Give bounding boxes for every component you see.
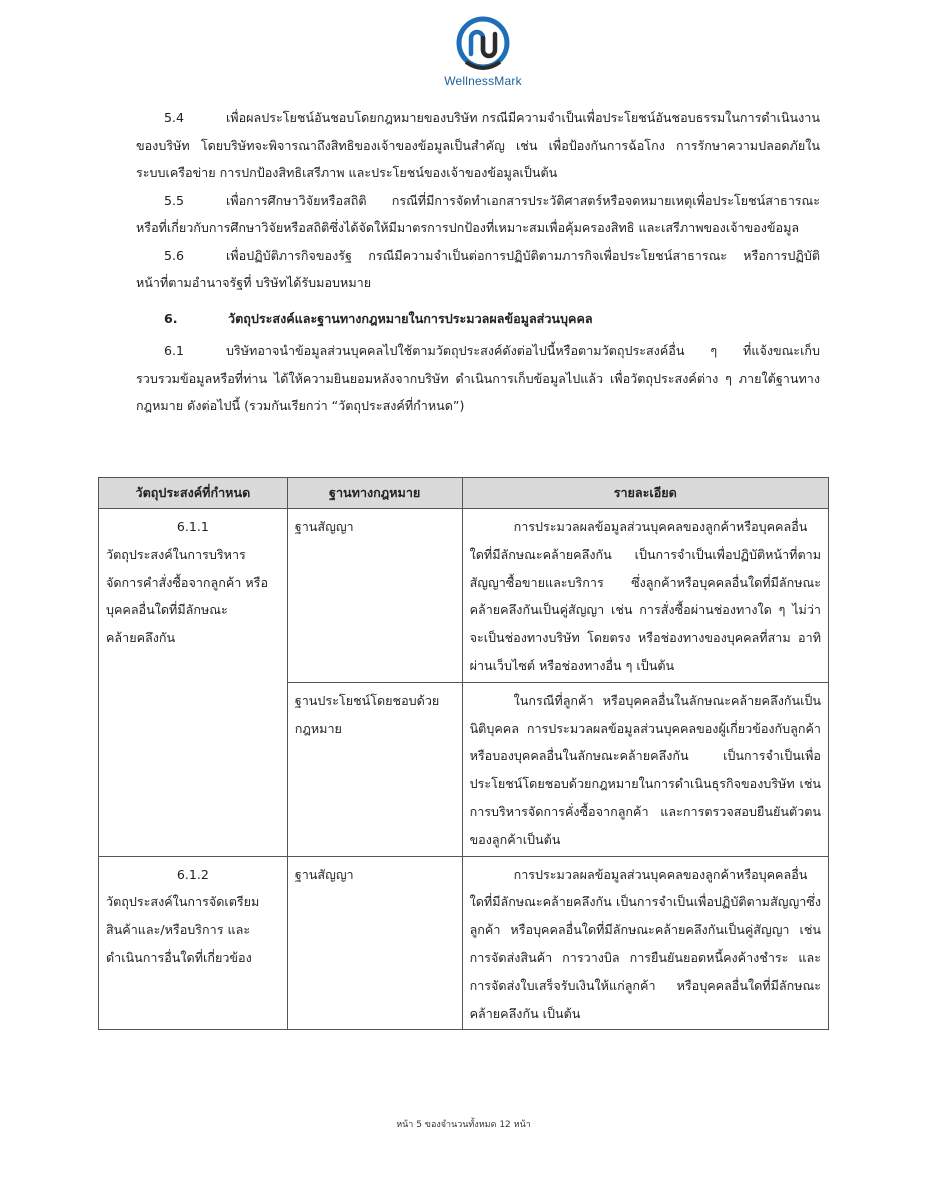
- purpose-cell: [99, 509, 288, 857]
- detail-cell: ในกรณีที่ลูกค้า หรือบุคคลอื่นในลักษณะคล้ายคลึงกันเป็นนิติบุคคล การประมวลผลข้อมูลส่วนบุคคลของผู้เกี่ยวข้องกับลูกค้าหรือบองบุคคลอื่นในลักษณะคล้ายคลึงกัน เป็นการจำเป็นเพื่อประโยชน์โดยชอบด้วยกฎหมายในการดำเนินธุรกิจของบริษัท เช่น การบริหารจัดการคั่งซื้อจากลูกค้า และการตรวจสอบยืนยันตัวตนของลูกค้าเป็นต้น: [462, 682, 828, 856]
- logo-text: WellnessMark: [444, 74, 522, 88]
- purpose-number: 6.1.2: [176, 866, 209, 882]
- paragraph-5-5: [136, 187, 820, 242]
- legal-basis-cell: ฐานสัญญา: [287, 509, 462, 683]
- paragraph-5-4: [136, 104, 820, 187]
- purpose-legal-basis-table: [98, 477, 829, 1030]
- purpose-text: วัตถุประสงค์ในการบริหารจัดการคำสั่งซื้อจากลูกค้า หรือบุคคลอื่นใดที่มีลักษณะคล้ายคลึงกัน: [106, 546, 269, 646]
- purpose-number: 6.1.1: [176, 519, 209, 534]
- detail-cell: การประมวลผลข้อมูลส่วนบุคคลของลูกค้าหรือบุคคลอื่นใดที่มีลักษณะคล้ายคลึงกัน เป็นการจำเป็นเพื่อปฏิบัติตามสัญญาซึ่งลูกค้า หรือบุคคลอื่นใดที่มีลักษณะคล้ายคลึงกันเป็นคู่สัญญา เช่น การจัดส่งสินค้า การวางบิล การยืนยันยอดหนี้คงค้างชำระ และการจัดส่งใบเสร็จรับเงินให้แก่ลูกค้า หรือบุคคลอื่นใดที่มีลักษณะคล้ายคลึงกัน เป็นต้น: [462, 856, 828, 1030]
- paragraph-6-1: [136, 337, 820, 420]
- paragraph-text: บริษัทอาจนำข้อมูลส่วนบุคคลไปใช้ตามวัตถุประสงค์ดังต่อไปนี้หรือตามวัตถุประสงค์อื่น ๆ ที่แจ้งขณะเก็บรวบรวมข้อมูลหรือที่ท่าน ได้ให้ความยินยอมหลังจากบริษัท ดำเนินการเก็บข้อมูลไปแล้ว เพื่อวัตถุประสงค์ต่าง ๆ ภายใต้ฐานทางกฎหมาย ดังต่อไปนี้ (รวมกันเรียกว่า “วัตถุประสงค์ที่กำหนด”): [136, 343, 820, 413]
- table-row: [99, 509, 829, 683]
- wellnessmark-logo-icon: [456, 16, 510, 72]
- paragraph-number: 5.6: [164, 247, 185, 263]
- paragraph-number: 5.5: [164, 192, 185, 208]
- purpose-text: วัตถุประสงค์ในการจัดเตรียมสินค้าและ/หรือบริการ และดำเนินการอื่นใดที่เกี่ยวข้อง: [106, 894, 260, 965]
- table-header-row: [99, 478, 829, 509]
- section-title: วัตถุประสงค์และฐานทางกฎหมายในการประมวลผลข้อมูลส่วนบุคคล: [228, 310, 593, 326]
- company-logo: [433, 16, 533, 98]
- column-header-purpose: วัตถุประสงค์ที่กำหนด: [99, 478, 288, 509]
- purpose-cell: [99, 856, 288, 1030]
- paragraph-5-6: [136, 242, 820, 297]
- paragraph-text: เพื่อผลประโยชน์อันชอบโดยกฎหมายของบริษัท กรณีมีความจำเป็นเพื่อประโยชน์อันชอบธรรมในการดำเนินงานของบริษัท โดยบริษัทจะพิจารณาถึงสิทธิของเจ้าของข้อมูลเป็นสำคัญ เช่น เพื่อป้องกันการฉ้อโกง การรักษาความปลอดภัยในระบบเครือข่าย การปกป้องสิทธิเสรีภาพ และประโยชน์ของเจ้าของข้อมูลเป็นต้น: [136, 110, 820, 180]
- legal-basis-cell: ฐานสัญญา: [287, 856, 462, 1030]
- paragraph-text: เพื่อปฏิบัติภารกิจของรัฐ กรณีมีความจำเป็นต่อการปฏิบัติตามภารกิจเพื่อประโยชน์สาธารณะ หรือการปฏิบัติหน้าที่ตามอำนาจรัฐที่ บริษัทได้รับมอบหมาย: [136, 247, 820, 290]
- column-header-detail: รายละเอียด: [462, 478, 828, 509]
- column-header-legal-basis: ฐานทางกฎหมาย: [287, 478, 462, 509]
- paragraph-text: เพื่อการศึกษาวิจัยหรือสถิติ กรณีที่มีการจัดทำเอกสารประวัติศาสตร์หรือจดหมายเหตุเพื่อประโยชน์สาธารณะ หรือที่เกี่ยวกับการศึกษาวิจัยหรือสถิติซึ่งได้จัดให้มีมาตรการปกป้องที่เหมาะสมเพื่อคุ้มครองสิทธิ และเสรีภาพของเจ้าของข้อมูล: [136, 192, 820, 235]
- document-body: [136, 104, 820, 420]
- paragraph-number: 6.1: [164, 343, 185, 358]
- section-6-heading: [136, 305, 820, 333]
- table-row: [99, 856, 829, 1030]
- page-footer: หน้า 5 ของจำนวนทั้งหมด 12 หน้า: [396, 1120, 531, 1130]
- legal-basis-cell: ฐานประโยชน์โดยชอบด้วยกฎหมาย: [287, 682, 462, 856]
- section-number: 6.: [164, 310, 178, 326]
- detail-cell: การประมวลผลข้อมูลส่วนบุคคลของลูกค้าหรือบุคคลอื่นใดที่มีลักษณะคล้ายคลึงกัน เป็นการจำเป็นเพื่อปฏิบัติหน้าที่ตามสัญญาซื้อขายและบริการ ซึ่งลูกค้าหรือบุคคลอื่นใดที่มีลักษณะคล้ายคลึงกันเป็นคู่สัญญา เช่น การสั่งซื้อผ่านช่องทางใด ๆ ไม่ว่าจะเป็นช่องทางบริษัท โดยตรง หรือช่องทางของบุคคลที่สาม อาทิ ผ่านเว็บไซต์ หรือช่องทางอื่น ๆ เป็นต้น: [462, 509, 828, 683]
- paragraph-number: 5.4: [164, 110, 185, 125]
